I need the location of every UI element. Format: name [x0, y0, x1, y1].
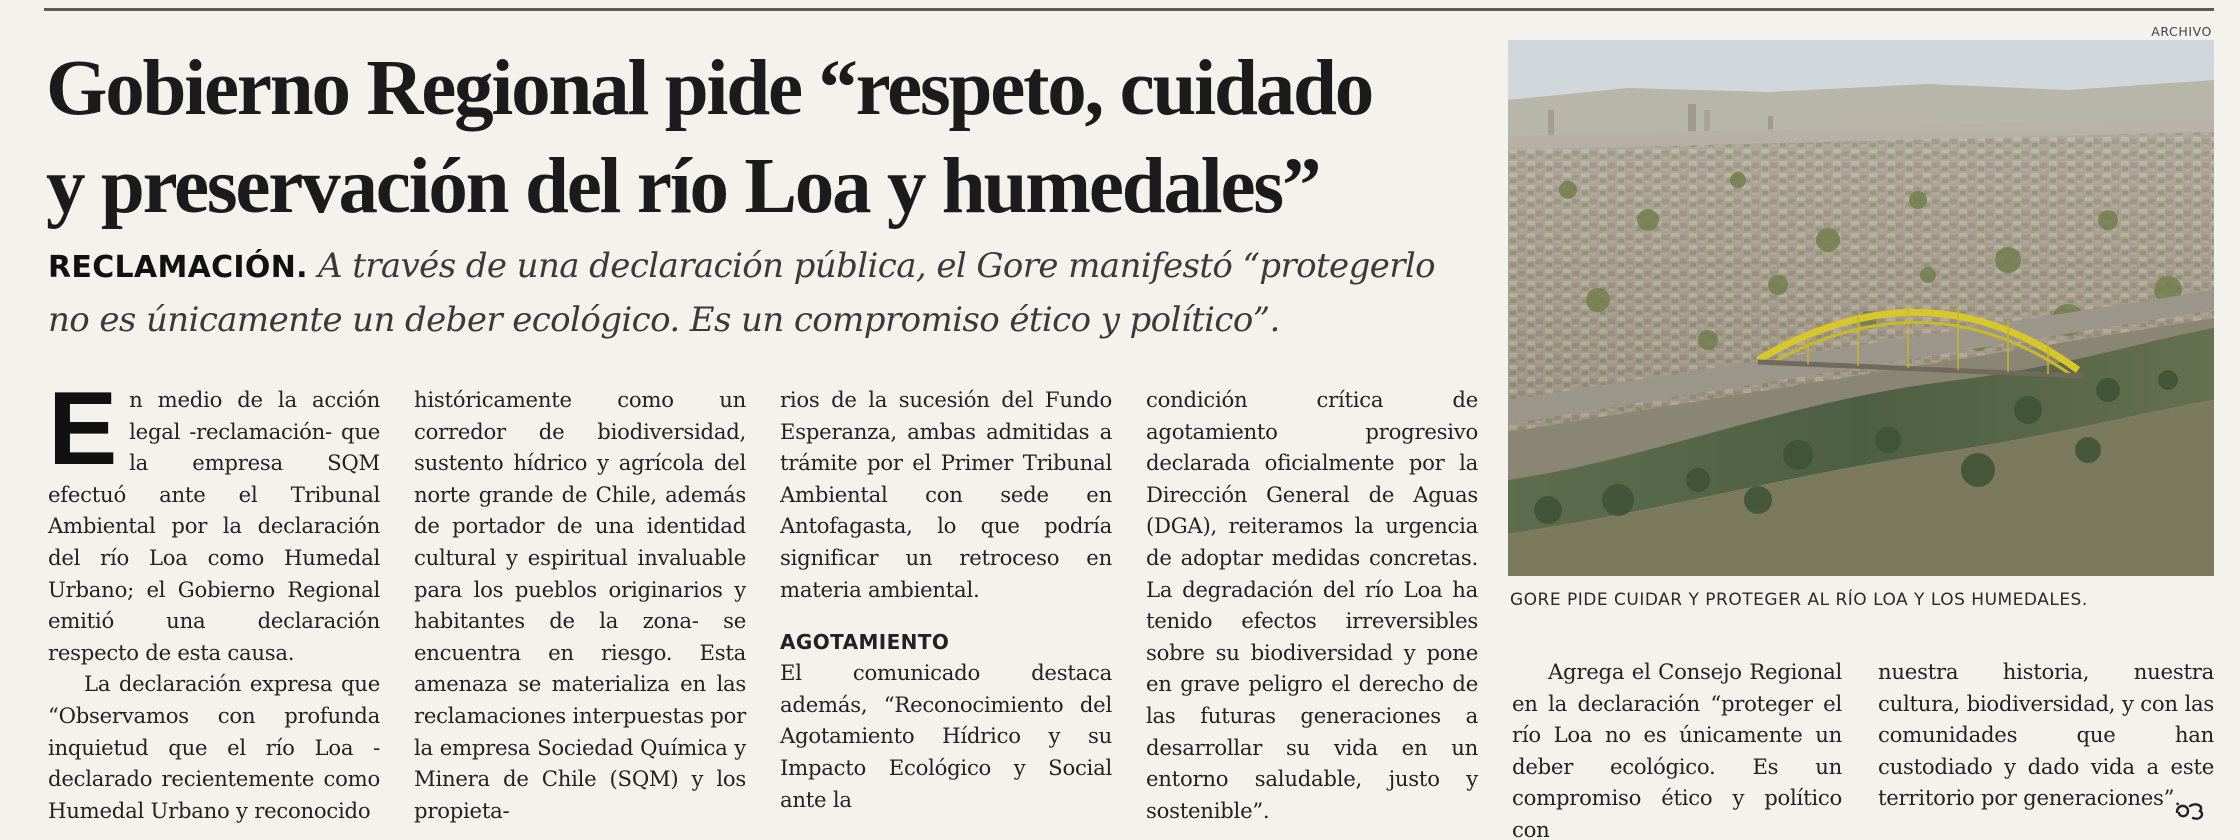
headline-line-2: y preservación del río Loa y humedales”	[46, 143, 1320, 230]
body-column-4	[1146, 384, 1478, 826]
body-column-1	[48, 371, 380, 826]
drop-cap: E	[48, 371, 118, 487]
body-paragraph-3: históricamente como un corredor de biodiversidad, sustento hídrico y agrícola del norte grande de Chile, además de portador de una identidad cultural y espiritual invaluable para los pueblos originarios y habitantes de la zona- se encuentra en riesgo. Esta amenaza se materializa en las reclamaciones interpuestas por la empresa Sociedad Química y Minera de Chile (SQM) y los propieta-	[414, 387, 746, 823]
photo-caption: GORE PIDE CUIDAR Y PROTEGER AL RÍO LOA Y LOS HUMEDALES.	[1510, 590, 2088, 610]
headline	[46, 40, 1476, 236]
body-paragraph-7: Agrega el Consejo Regional en la declaración “proteger el río Loa no es únicamente un deber ecológico. Es un compromiso ético y político con	[1512, 659, 1842, 840]
lead-text: A través de una declaración pública, el Gore manifestó “protegerlo no es únicamente un deber ecológico. Es un compromiso ético y político”.	[48, 246, 1436, 340]
body-paragraph-1: n medio de la acción legal -reclamación- que la empresa SQM efectuó ante el Tribunal Ambiental por la declaración del río Loa como Humedal Urbano; el Gobierno Regional emitió una declaración respecto de esta causa.	[48, 387, 380, 665]
newspaper-end-mark-icon	[2174, 800, 2206, 822]
subhead-agotamiento: AGOTAMIENTO	[780, 630, 950, 655]
top-rule	[44, 8, 2214, 11]
aerial-photo-rio-loa	[1508, 40, 2214, 576]
body-column-6	[1878, 656, 2214, 814]
body-column-3	[780, 384, 1112, 815]
body-paragraph-4: rios de la sucesión del Fundo Esperanza, ambas admitidas a trámite por el Primer Tribunal Ambiental con sede en Antofagasta, lo que podría significar un retroceso en materia ambiental.	[780, 387, 1112, 602]
photo-credit: ARCHIVO	[2151, 24, 2212, 39]
body-paragraph-5: El comunicado destaca además, “Reconocimiento del Agotamiento Hídrico y su Impacto Ecológico y Social ante la	[780, 660, 1112, 812]
body-paragraph-2: La declaración expresa que “Observamos con profunda inquietud que el río Loa -declarado recientemente como Humedal Urbano y reconocido	[48, 671, 380, 823]
lead-paragraph	[48, 240, 1468, 346]
body-paragraph-8: nuestra historia, nuestra cultura, biodiversidad, y con las comunidades que han custodiado y dado vida a este territorio por generaciones”.	[1878, 659, 2214, 811]
body-column-5	[1512, 656, 1842, 840]
lead-kicker: RECLAMACIÓN.	[48, 250, 308, 285]
body-column-2	[414, 384, 746, 826]
body-paragraph-6: condición crítica de agotamiento progresivo declarada oficialmente por la Dirección General de Aguas (DGA), reiteramos la urgencia de adoptar medidas concretas. La degradación del río Loa ha tenido efectos irreversibles sobre su biodiversidad y pone en grave peligro el derecho de las futuras generaciones a desarrollar su vida en un entorno saludable, justo y sostenible”.	[1146, 387, 1478, 823]
headline-line-1: Gobierno Regional pide “respeto, cuidado	[46, 45, 1373, 132]
aerial-city-river-bridge-illustration	[1508, 40, 2214, 576]
